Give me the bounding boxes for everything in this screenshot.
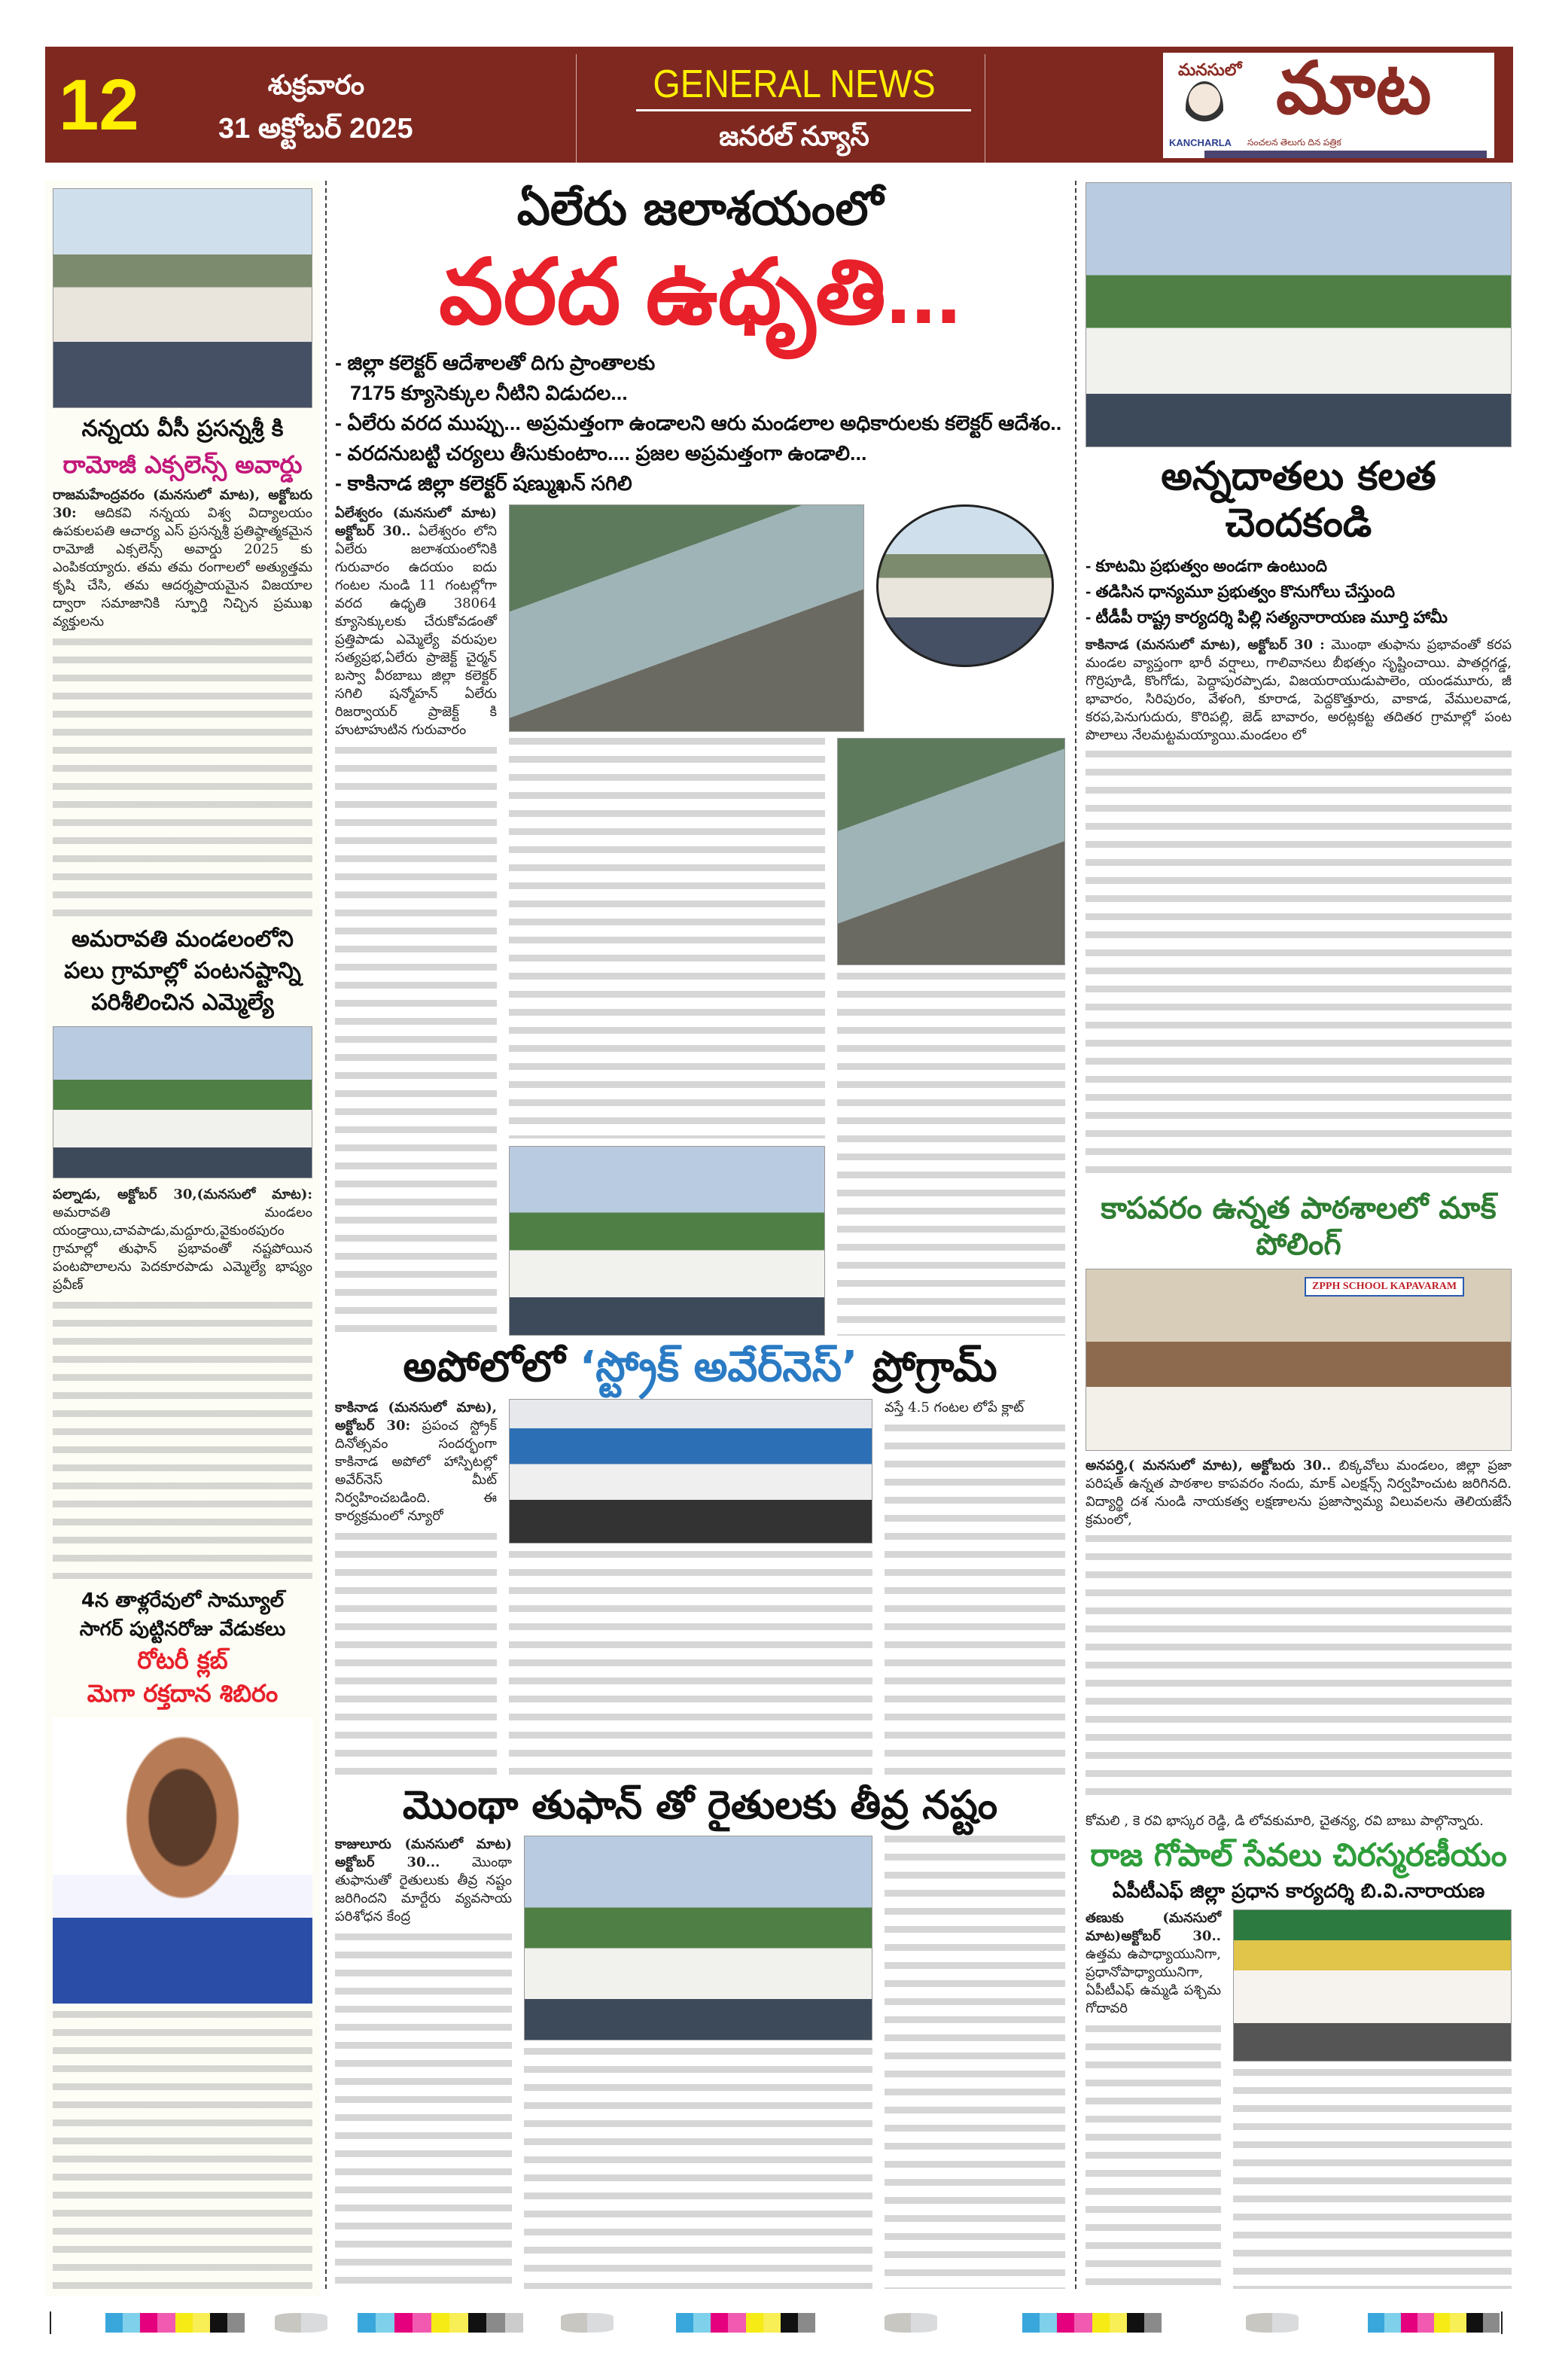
crop-inspection-photo (53, 1026, 312, 1178)
newspaper-logo (1163, 48, 1494, 158)
blood-camp-headline: మెగా రక్తదాన శిబిరం (87, 1679, 279, 1708)
article-body: ప్రపంచ స్ట్రోక్ దినోత్సవం సందర్భంగా కాకినాడ అపోలో హాస్పిటల్లో అవేర్‌నెస్ మీట్ నిర్వహించబడింది. ఈ కార్యక్రమంలో న్యూరో (335, 1417, 497, 1524)
stroke-article (335, 1399, 497, 1525)
gray-patch (561, 2313, 614, 2333)
farmers-article (1086, 636, 1512, 745)
lead-lower-right (837, 738, 1065, 1336)
logo-big: మాట (1276, 48, 1432, 129)
lead-kicker: ఏలేరు జలాశయంలో (516, 181, 884, 236)
center-column (335, 181, 1065, 2289)
logo-small: మనసులో (1178, 60, 1242, 79)
article-text-continued (1086, 1535, 1512, 1806)
color-bar (1022, 2313, 1162, 2333)
rajagopal-text-column (1086, 1909, 1221, 2289)
stroke-article-right: వస్తే 4.5 గంటల లోపే క్లాట్ (885, 1399, 1025, 1416)
farmers-bullet: - కూటమి ప్రభుత్వం అండగా ఉంటుంది (1086, 556, 1328, 575)
crop-mark (1501, 2311, 1503, 2334)
rajagopal-article-block (1086, 1909, 1512, 2289)
farmers-bullet: - టీడీపీ రాష్ట్ర కార్యదర్శి పిల్లి సత్యనారాయణ మూర్తి హామీ (1086, 607, 1448, 626)
cyclone-damage-photo (524, 1836, 872, 2040)
lead-article (335, 504, 497, 739)
column-divider (1075, 181, 1076, 2289)
masthead-divider (576, 54, 577, 163)
article-body: మొంథా తుఫాను ప్రభావంతో కరప మండల వ్యాప్తంగా భారీ వర్షాలు, గాలివానలు బీభత్సం సృష్టించాయి. పాతర్లగడ్డ, గొర్రిపూడి, కొంగోడు, పెద్దాపురప్పాడు, విజయరాయుడుపాలెం, యండమూరు, జీ భావారం, సిరిపురం, వేళంగి, కూరాడ, పెద్దకొత్తూరు, వాకాడ, వేములవాడ, కరప,పెనుగుదురు, కొరిపల్లి, జెడ్ బావారం, అరట్లకట్ట తదితర గ్రామాల్లో పంట పొలాలు నేలమట్టమయ్యాయి.మండలం లో (1086, 636, 1512, 743)
farmers-bullet: - తడిసిన ధాన్యమూ ప్రభుత్వం కొనుగోలు చేస్తుంది (1086, 581, 1396, 601)
article-text-continued (885, 1836, 1065, 2289)
dam-photo (837, 738, 1065, 965)
apollo-event-photo (509, 1399, 872, 1543)
lead-text-column (335, 504, 497, 1336)
section-rule (636, 109, 971, 111)
farmers-headline: అన్నదాతలు కలత చెందకండి (1161, 454, 1436, 547)
award-photo (53, 188, 312, 408)
rajagopal-media-column (1233, 1909, 1512, 2289)
portrait-photo (53, 1717, 312, 2004)
stroke-headline-c: ప్రోగ్రామ్ (872, 1342, 997, 1392)
award-headline: నన్నయ వీసీ ప్రసన్నశ్రీ కి (81, 416, 284, 442)
mock-poll-photo (1086, 1269, 1512, 1451)
article-text-continued (1233, 2069, 1512, 2289)
article-text-continued (53, 2011, 312, 2289)
article-text-continued (335, 1934, 512, 2289)
dateline: అనపర్తి,( మనసులో మాట), అక్టోబరు 30.. (1086, 1457, 1332, 1473)
color-bar (676, 2313, 815, 2333)
article-body: బిక్కవోలు మండలం, జిల్లా ప్రజా పరిషత్ ఉన్నత పాఠశాల కాపవరం నందు, మాక్ ఎలక్షన్స్ నిర్వహించుట జరిగినది. విద్యార్థి దశ నుండి నాయకత్వ లక్షణాలను ప్రజాస్వామ్య విలువలను తెలియజేసే క్రమంలో, (1086, 1457, 1512, 1528)
left-column (45, 181, 320, 2296)
column-divider (325, 181, 327, 2289)
article-text-continued (885, 1425, 1065, 1777)
color-bar (1368, 2313, 1500, 2333)
award-article (53, 486, 312, 631)
dam-inspection-photo (509, 1146, 825, 1336)
logo-tagline: సంచలన తెలుగు దిన పత్రిక (1247, 137, 1341, 148)
article-body: ఆదికవి నన్నయ విశ్వ విద్యాలయం ఉపకులపతి ఆచార్య ఎస్ ప్రసన్నశ్రీ ప్రతిష్ఠాత్మకమైన రామోజీ ఎక్సలెన్స్ అవార్డు 2025 కు ఎంపికయ్యారు. తమ తమ రంగాలలో అత్యుత్తమ కృషి చేసి, తమ ఆదర్శప్రాయమైన విజయాల ద్వారా సమాజానికి స్ఫూర్తి నిచ్చిన ప్రముఖ వ్యక్తులను (53, 505, 312, 630)
dateline: కాజులూరు (మనసులో మాట) అక్టోబర్ 30... (335, 1836, 512, 1870)
farmers-bullets (1086, 553, 1512, 630)
rajagopal-headline: రాజ గోపాల్ సేవలు చిరస్మరణీయం (1090, 1836, 1507, 1873)
article-text-continued (837, 973, 1065, 1336)
stroke-headline-b: ‘స్ట్రోక్ అవేర్‌నెస్’ (579, 1342, 858, 1392)
right-column (1086, 182, 1512, 2289)
cyclone-headline: మొంథా తుఫాన్ తో రైతులకు తీవ్ర నష్టం (402, 1783, 998, 1829)
stroke-text-column (335, 1399, 497, 1777)
lead-bullet: - కాకినాడ జిల్లా కలెక్టర్ షణ్ముఖన్ సగిలి (335, 472, 632, 495)
day: శుక్రవారం (267, 69, 365, 100)
dateline: కాకినాడ (మనసులో మాట), అక్టోబర్ 30: (335, 1399, 497, 1434)
cyclone-text-column (335, 1836, 512, 2289)
article-text-continued (509, 1551, 872, 1777)
cyclone-article-block (335, 1836, 1065, 2289)
lead-bullet: - జిల్లా కలెక్టర్ ఆదేశాలతో దిగు ప్రాంతాలకు (335, 352, 656, 375)
birthday-headline-line: సాగర్ పుట్టినరోజు వేడుకలు (79, 1618, 286, 1641)
stroke-article-block (335, 1399, 1065, 1777)
section-title-te: జనరల్ న్యూస్ (719, 120, 869, 151)
cyclone-media-column (524, 1836, 872, 2289)
article-body: మొంథా తుఫానుతో రైతులుకు తీవ్ర నష్టం జరిగిందని మార్టేరు వ్యవసాయ పరిశోధన కేంద్ర (335, 1854, 512, 1924)
article-body: అమరావతి మండలం యండ్రాయి,చావపాడు,మద్దూరు,వైకుంఠపురం గ్రామాల్లో తుఫాన్ ప్రభావంతో నష్టపోయిన పంటపొలాలను పెదకూరపాడు ఎమ్మెల్యే భాష్యం ప్రవీణ్ (53, 1204, 312, 1293)
birthday-headline (53, 1586, 312, 1710)
stroke-headline (335, 1342, 1065, 1392)
farmers-photo (1086, 182, 1512, 447)
article-text-continued (524, 2048, 872, 2289)
mock-poll-article (1086, 1457, 1512, 1529)
lead-photo-row (509, 504, 1065, 730)
article-text-continued (53, 1302, 312, 1580)
lead-media-area (509, 504, 1065, 1336)
amaravati-article (53, 1186, 312, 1294)
gray-patch (1246, 2313, 1299, 2333)
article-text-continued (335, 747, 497, 1336)
stroke-right-column (885, 1399, 1065, 1777)
page-number: 12 (59, 65, 139, 145)
article-text-continued (53, 638, 312, 916)
award-headline-highlight: రామోజీ ఎక్సలెన్స్ అవార్డు (62, 450, 303, 479)
lead-lower-left (509, 738, 825, 1336)
logo-brand: KANCHARLA (1169, 137, 1232, 148)
article-body: ఏలేశ్వరం లోని ఏలేరు జలాశయంలోనికి గురువారం ఉదయం ఐదు గంటల నుండి 11 గంటల్లోగా వరద ఉధృతి 38064 క్యూసెక్కులకు చేరుకోవడంతో ప్రత్తిపాడు ఎమ్మెల్యే వరుపుల సత్యప్రభ,ఏలేరు ప్రాజెక్ట్ చైర్మన్ బస్వా వీరబాబు జిల్లా కలెక్టర్ సగిలి షన్మోహన్ ఏలేరు రిజర్వాయర్ ప్రాజెక్ట్ కి హుటాహుటిన గురువారం (335, 523, 497, 739)
article-text-continued (335, 1533, 497, 1777)
dateline: రాజమహేంద్రవరం (మనసులో మాట), అక్టోబరు 30: (53, 487, 312, 522)
rajagopal-subhead: ఏపీటీఎఫ్ జిల్లా ప్రధాన కార్యదర్శి బి.వి.నారాయణ (1112, 1879, 1485, 1903)
birthday-headline-line: 4న తాళ్లరేవులో సామ్యూల్ (81, 1589, 285, 1613)
rajagopal-photo (1233, 1909, 1512, 2062)
lead-article-block (335, 504, 1065, 1336)
dateline: తణుకు (మనసులో మాట)అక్టోబర్ 30.. (1086, 1910, 1221, 1945)
article-text-continued (509, 738, 825, 1138)
date: 31 అక్టోబర్ 2025 (218, 113, 413, 145)
mock-poll-headline: కాపవరం ఉన్నత పాఠశాలలో మాక్ పోలింగ్ (1101, 1190, 1497, 1262)
cyclone-article (335, 1836, 512, 1926)
stroke-media-column (509, 1399, 872, 1777)
amaravati-headline: అమరావతి మండలంలోని పలు గ్రామాల్లో పంటనష్టాన్ని పరిశీలించిన ఎమ్మెల్యే (64, 925, 301, 1016)
lead-bullet: 7175 క్యూసెక్కుల నీటిని విడుదల... (350, 382, 628, 405)
color-bar (358, 2313, 523, 2333)
lead-lower-row (509, 738, 1065, 1336)
school-sign: ZPPH SCHOOL KAPAVARAM (1305, 1277, 1464, 1297)
gray-patch (275, 2313, 327, 2333)
rotary-headline: రోటరీ క్లబ్ (137, 1646, 228, 1675)
crop-mark (50, 2311, 51, 2334)
cyclone-right-column (885, 1836, 1065, 2289)
mock-poll-closing: కోమలి , కె రవి భాస్కర రెడ్డి, డి లోవకుమారి, చైతన్య, రవి బాబు పాల్గొన్నారు. (1086, 1812, 1484, 1829)
article-body: ఉత్తమ ఉపాధ్యాయునిగా, ప్రధానోపాధ్యాయునిగా, ఏపీటీఎఫ్ ఉమ్మడి పశ్చిమ గోదావరి (1086, 1946, 1221, 2017)
stroke-headline-a: అపోలోలో (403, 1342, 565, 1392)
gray-patch (885, 2313, 937, 2333)
logo-portrait-icon (1186, 81, 1223, 134)
press-meet-circle-photo (876, 504, 1054, 667)
dateline: కాకినాడ (మనసులో మాట), అక్టోబర్ 30 : (1086, 636, 1325, 653)
rajagopal-article (1086, 1909, 1221, 2018)
lead-bullet: - ఏలేరు వరద ముప్పు... అప్రమత్తంగా ఉండాలని ఆరు మండలాల అధికారులకు కలెక్టర్ ఆదేశం.. (335, 412, 1062, 435)
article-text-continued (1086, 751, 1512, 1184)
collector-visit-photo (509, 504, 864, 732)
lead-headline: వరద ఉధృతి... (439, 242, 961, 343)
section-title-en: GENERAL NEWS (653, 62, 936, 106)
color-bar (105, 2313, 245, 2333)
dateline: పల్నాడు, అక్టోబర్ 30,(మనసులో మాట): (53, 1186, 312, 1202)
lead-bullets (335, 348, 1065, 498)
logo-bar (1204, 151, 1487, 158)
lead-bullet: - వరదనుబట్టి చర్యలు తీసుకుంటాం.... ప్రజల అప్రమత్తంగా ఉండాలి... (335, 442, 867, 465)
dateline: ఏలేశ్వరం (మనసులో మాట) అక్టోబర్ 30.. (335, 505, 497, 540)
article-text-continued (1086, 2025, 1221, 2289)
